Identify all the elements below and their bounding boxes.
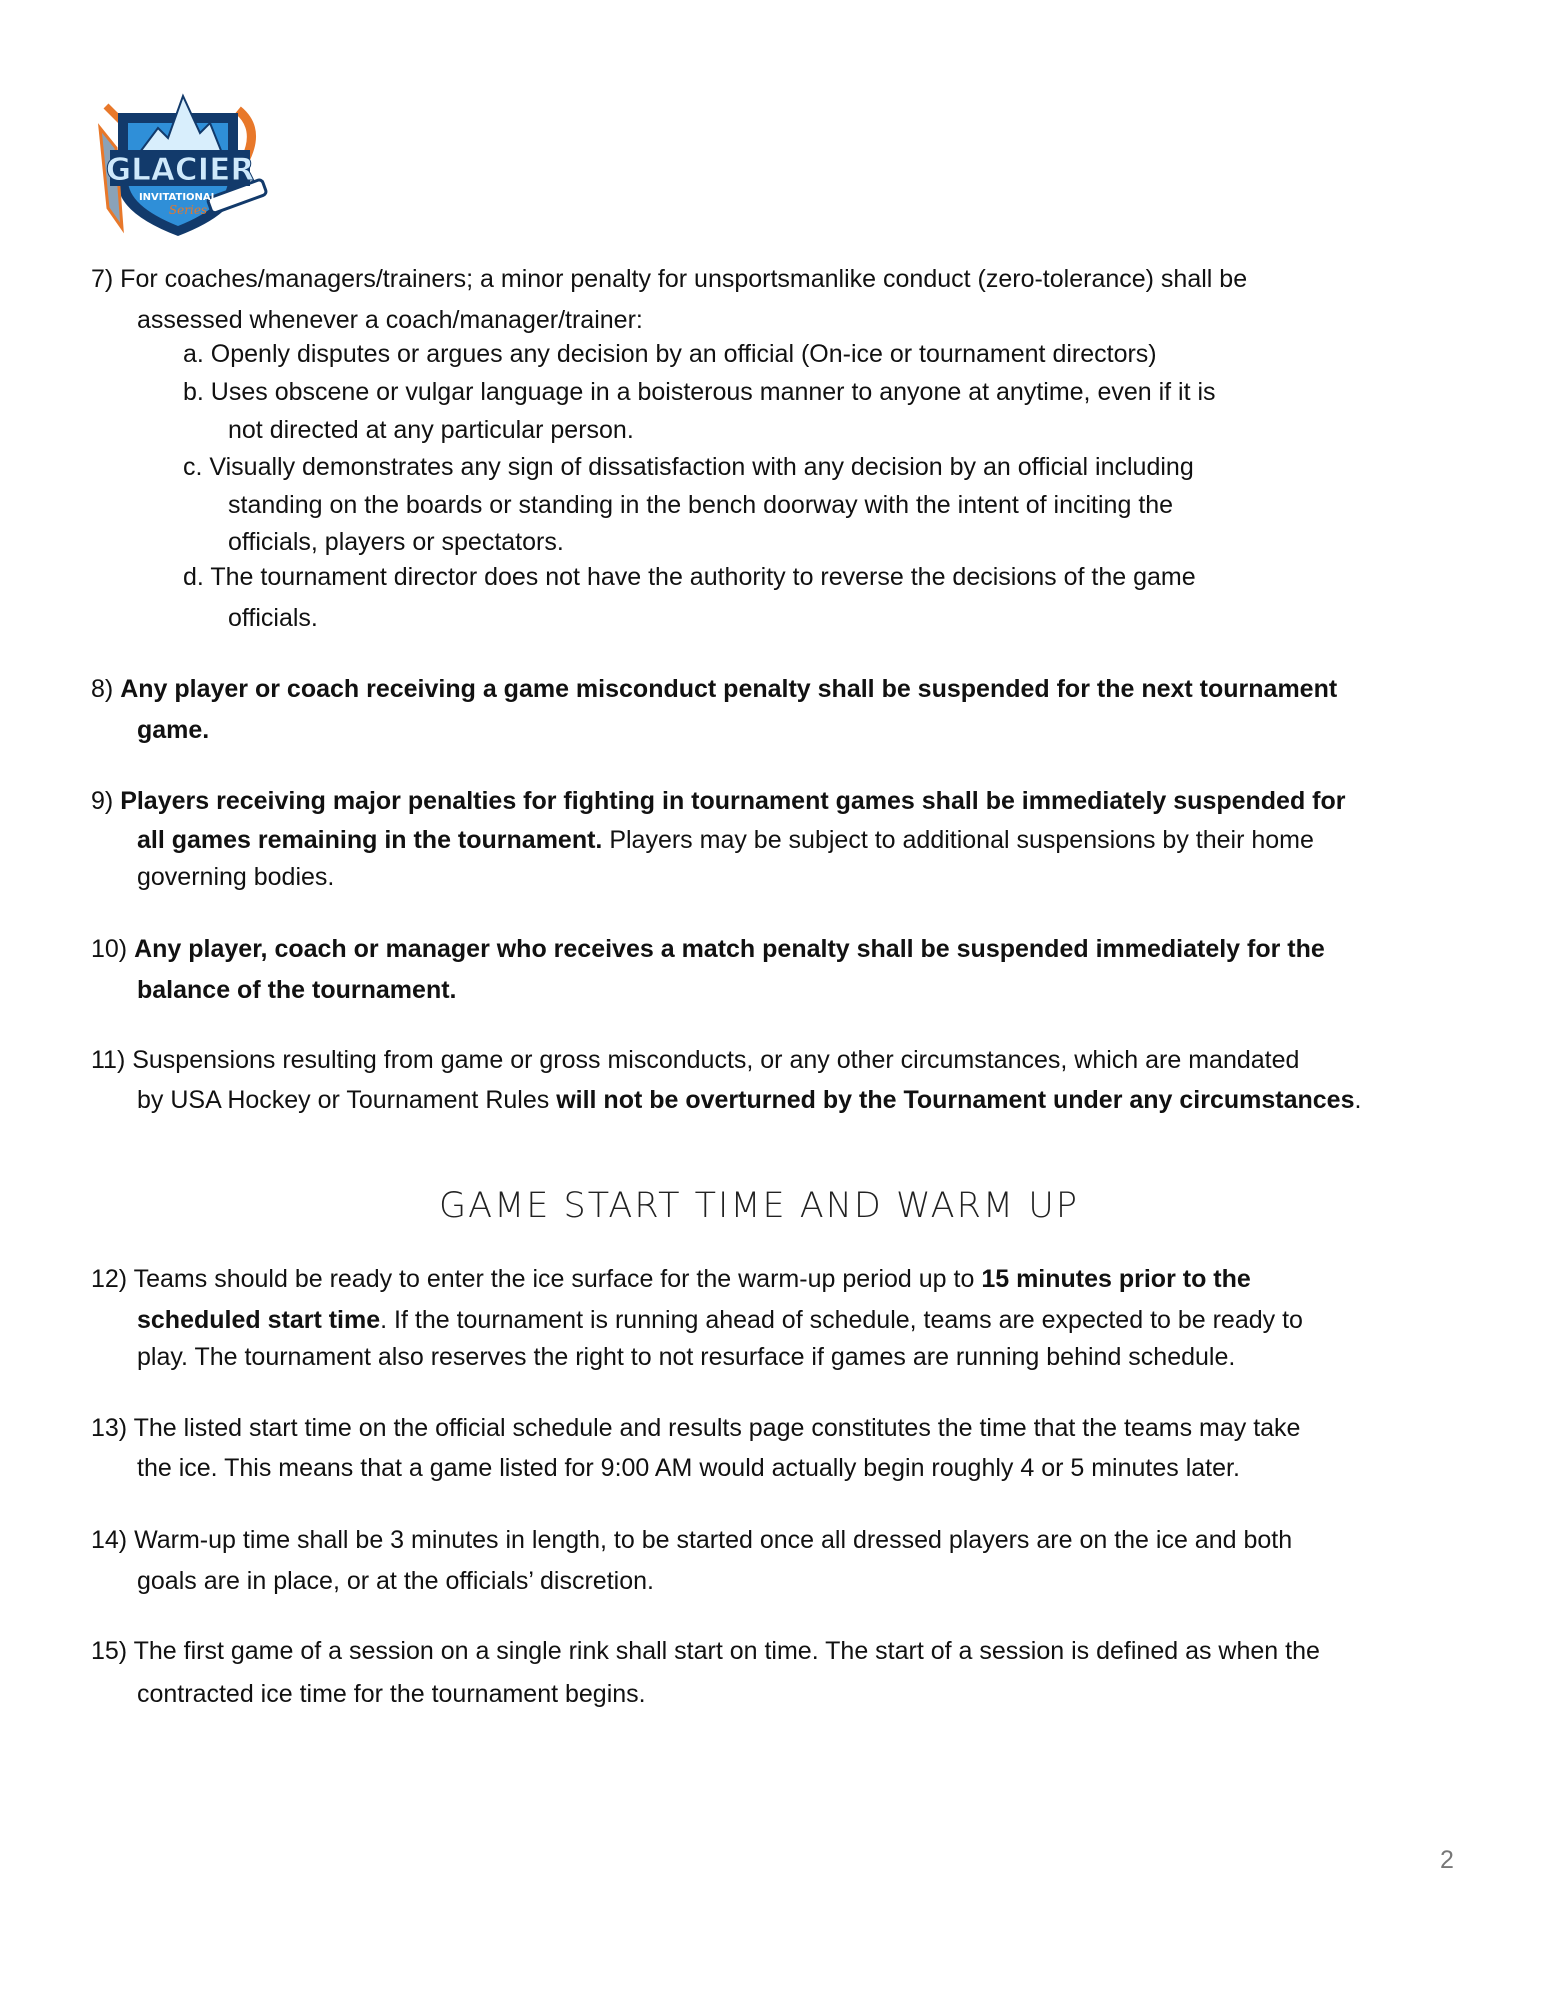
text-line [228, 415, 634, 445]
text-line [183, 377, 1216, 407]
text-segment: b. Uses obscene or vulgar language in a boisterous manner to anyone at anytime, even if it is [183, 378, 1216, 406]
text-segment: 11) Suspensions resulting from game or gross misconducts, or any other circumstances, which are mandated [91, 1046, 1300, 1074]
bold-text: game. [137, 716, 210, 744]
bold-text: Any player, coach or manager who receives a match penalty shall be suspended immediately for the [134, 935, 1325, 963]
bold-text: will not be overturned by the Tournament under any circumstances [556, 1086, 1355, 1114]
text-segment: 8) [91, 675, 121, 703]
text-segment: . [1354, 1086, 1362, 1114]
text-line [137, 825, 1314, 855]
text-segment: the ice. This means that a game listed for 9:00 AM would actually begin roughly 4 or 5 minutes later. [137, 1454, 1240, 1482]
bold-text: 15 minutes prior to the [981, 1265, 1251, 1293]
text-line [91, 1525, 1292, 1555]
bold-text: all games remaining in the tournament. [137, 826, 603, 854]
text-line [137, 1342, 1235, 1372]
text-line [137, 975, 456, 1005]
text-line [228, 490, 1173, 520]
text-segment: 7) For coaches/managers/trainers; a minor penalty for unsportsmanlike conduct (zero-tolerance) shall be [91, 265, 1248, 293]
text-segment: assessed whenever a coach/manager/trainer: [137, 306, 643, 334]
text-segment: 15) The first game of a session on a single rink shall start on time. The start of a session is defined as when the [91, 1637, 1320, 1665]
text-line [228, 603, 318, 633]
text-line [91, 934, 1325, 964]
text-line [137, 1679, 646, 1709]
text-segment: 10) [91, 935, 135, 963]
text-line [137, 862, 334, 892]
text-segment: 13) The listed start time on the official schedule and results page constitutes the time that the teams may take [91, 1414, 1301, 1442]
text-segment: 9) [91, 787, 121, 815]
text-line [137, 1085, 1361, 1115]
text-segment: not directed at any particular person. [228, 416, 634, 444]
text-line [228, 527, 564, 557]
page-number: 2 [1440, 1846, 1454, 1874]
text-segment: a. Openly disputes or argues any decision by an official (On-ice or tournament directors) [183, 340, 1157, 368]
bold-text: Players receiving major penalties for fighting in tournament games shall be immediately suspended for [120, 787, 1346, 815]
text-line [183, 452, 1194, 482]
text-line [137, 715, 209, 745]
text-segment: Players may be subject to additional suspensions by their home [602, 826, 1314, 854]
text-line [91, 674, 1337, 704]
glacier-logo [88, 88, 270, 238]
text-line [183, 339, 1157, 369]
bold-text: Any player or coach receiving a game misconduct penalty shall be suspended for the next tournament [120, 675, 1338, 703]
text-segment: play. The tournament also reserves the right to not resurface if games are running behind schedule. [137, 1343, 1236, 1371]
text-line [137, 1566, 654, 1596]
text-line [91, 1413, 1300, 1443]
text-line [137, 1453, 1240, 1483]
bold-text: balance of the tournament. [137, 976, 457, 1004]
text-segment: by USA Hockey or Tournament Rules [137, 1086, 557, 1114]
text-line [91, 1636, 1320, 1666]
text-segment: standing on the boards or standing in the bench doorway with the intent of inciting the [228, 491, 1174, 519]
text-line [91, 1264, 1251, 1294]
text-segment: contracted ice time for the tournament begins. [137, 1680, 646, 1708]
svg-text:INVITATIONAL: INVITATIONAL [138, 192, 218, 203]
text-line [137, 1305, 1303, 1335]
text-line [183, 562, 1196, 592]
text-segment: 14) Warm-up time shall be 3 minutes in length, to be started once all dressed players are on the ice and both [91, 1526, 1293, 1554]
svg-text:Series: Series [168, 203, 208, 217]
text-line [137, 305, 643, 335]
section-heading: GAME START TIME AND WARM UP [439, 1186, 1079, 1226]
text-segment: c. Visually demonstrates any sign of dissatisfaction with any decision by an official including [183, 453, 1194, 481]
text-segment: goals are in place, or at the officials’ discretion. [137, 1567, 654, 1595]
text-segment: d. The tournament director does not have the authority to reverse the decisions of the game [183, 563, 1196, 591]
text-segment: 12) Teams should be ready to enter the ice surface for the warm-up period up to [91, 1265, 982, 1293]
text-segment: officials. [228, 604, 318, 632]
svg-text:GLACIER: GLACIER [105, 152, 255, 188]
text-segment: governing bodies. [137, 863, 335, 891]
text-segment: officials, players or spectators. [228, 528, 564, 556]
text-line [91, 264, 1247, 294]
text-segment: . If the tournament is running ahead of schedule, teams are expected to be ready to [380, 1306, 1303, 1334]
text-line [91, 1045, 1299, 1075]
text-line [91, 786, 1346, 816]
bold-text: scheduled start time [137, 1306, 381, 1334]
